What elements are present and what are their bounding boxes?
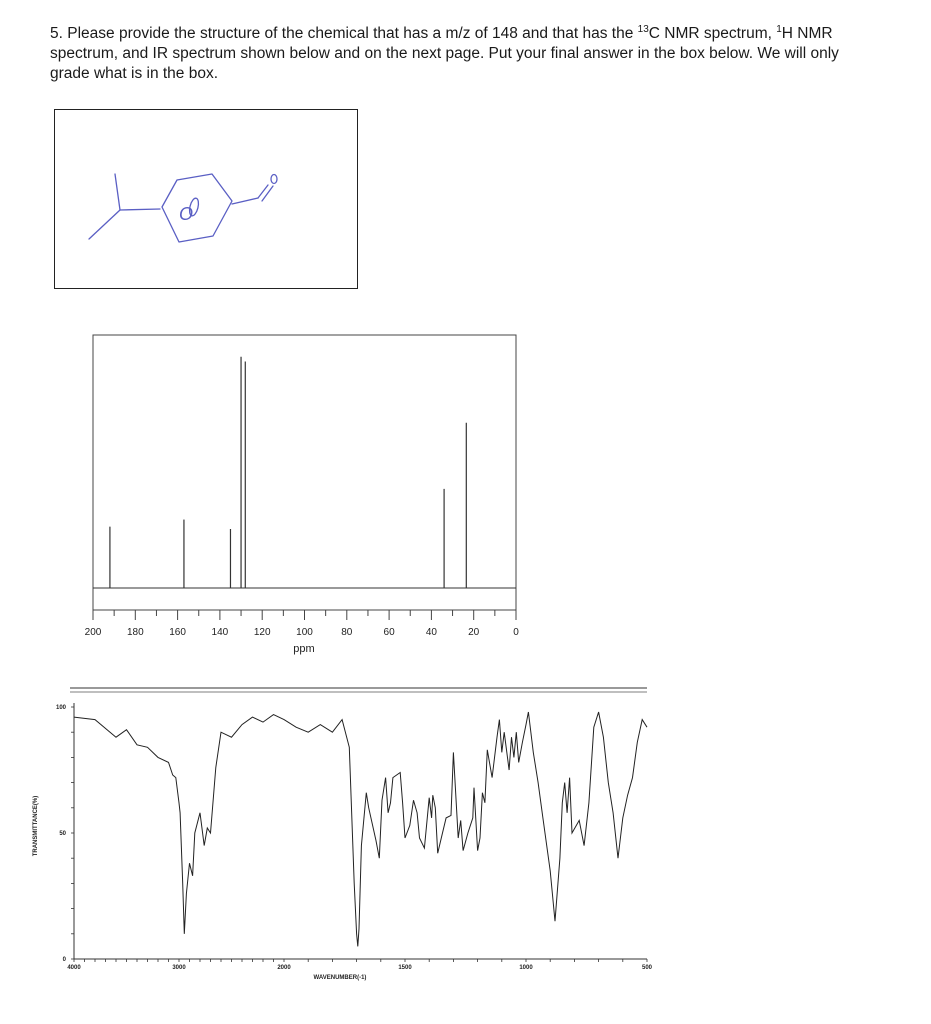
nmr-tick-label: 0 [513, 627, 519, 638]
c13-nmr-spectrum [70, 330, 560, 670]
nmr-x-axis [85, 610, 520, 638]
nmr-tick-label: 40 [425, 627, 437, 638]
nmr-tick-label: 120 [253, 627, 271, 638]
h1-mass-number: 1 [776, 24, 782, 35]
isopropyl-to-ring-bond [120, 209, 160, 210]
isopropyl-stroke-left [89, 210, 120, 239]
ir-y-tick-label: 50 [59, 831, 66, 837]
ir-x-tick-label: 1500 [398, 965, 412, 971]
ir-y-tick-label: 100 [55, 705, 66, 711]
nmr-tick-label: 160 [169, 627, 186, 638]
c13-label: C NMR spectrum, [648, 25, 777, 42]
question-text [50, 24, 870, 84]
nmr-tick-label: 100 [296, 627, 313, 638]
ir-x-axis-label: WAVENUMBER(-1) [313, 975, 367, 981]
ir-x-tick-label: 1000 [519, 965, 533, 971]
nmr-tick-label: 60 [383, 627, 395, 638]
nmr-tick-label: 180 [126, 627, 144, 638]
c13-mass-number: 13 [637, 24, 649, 35]
h1-label: H NMR spectrum, and IR spectrum shown below and on the next page. Put your final answer in the box below. We will only grade what is in the box. [50, 25, 839, 82]
ir-y-axis-label: TRANSMITTANCE(%) [33, 795, 39, 857]
ir-x-tick-label: 2000 [277, 965, 291, 971]
nmr-peak-group [110, 357, 466, 588]
nmr-tick-label: 140 [211, 627, 229, 638]
benzene-ring [162, 174, 232, 242]
ring-label: O [179, 204, 194, 224]
nmr-plot-frame [93, 335, 516, 610]
nmr-tick-label: 200 [84, 627, 102, 638]
question-number: 5. [50, 25, 63, 42]
handwritten-structure [55, 110, 359, 290]
ir-axes [56, 703, 653, 971]
ir-x-tick-label: 3000 [172, 965, 186, 971]
ir-y-tick-label: 0 [62, 957, 66, 963]
nmr-tick-label: 20 [468, 627, 480, 638]
ir-x-tick-label: 4000 [67, 965, 81, 971]
ring-to-carbonyl-bond [232, 198, 258, 204]
ir-spectrum [33, 684, 660, 984]
answer-box [54, 109, 358, 289]
carbonyl-double-bond-1 [258, 185, 268, 198]
nmr-x-axis-label: ppm [293, 643, 315, 655]
ir-x-tick-label: 500 [641, 965, 653, 971]
carbonyl-double-bond-2 [262, 186, 273, 201]
ir-transmittance-curve [74, 712, 647, 946]
isopropyl-stroke-up [115, 174, 120, 210]
nmr-tick-label: 80 [341, 627, 353, 638]
question-text-start: Please provide the structure of the chemical that has a m/z of 148 and that has the [67, 25, 638, 42]
